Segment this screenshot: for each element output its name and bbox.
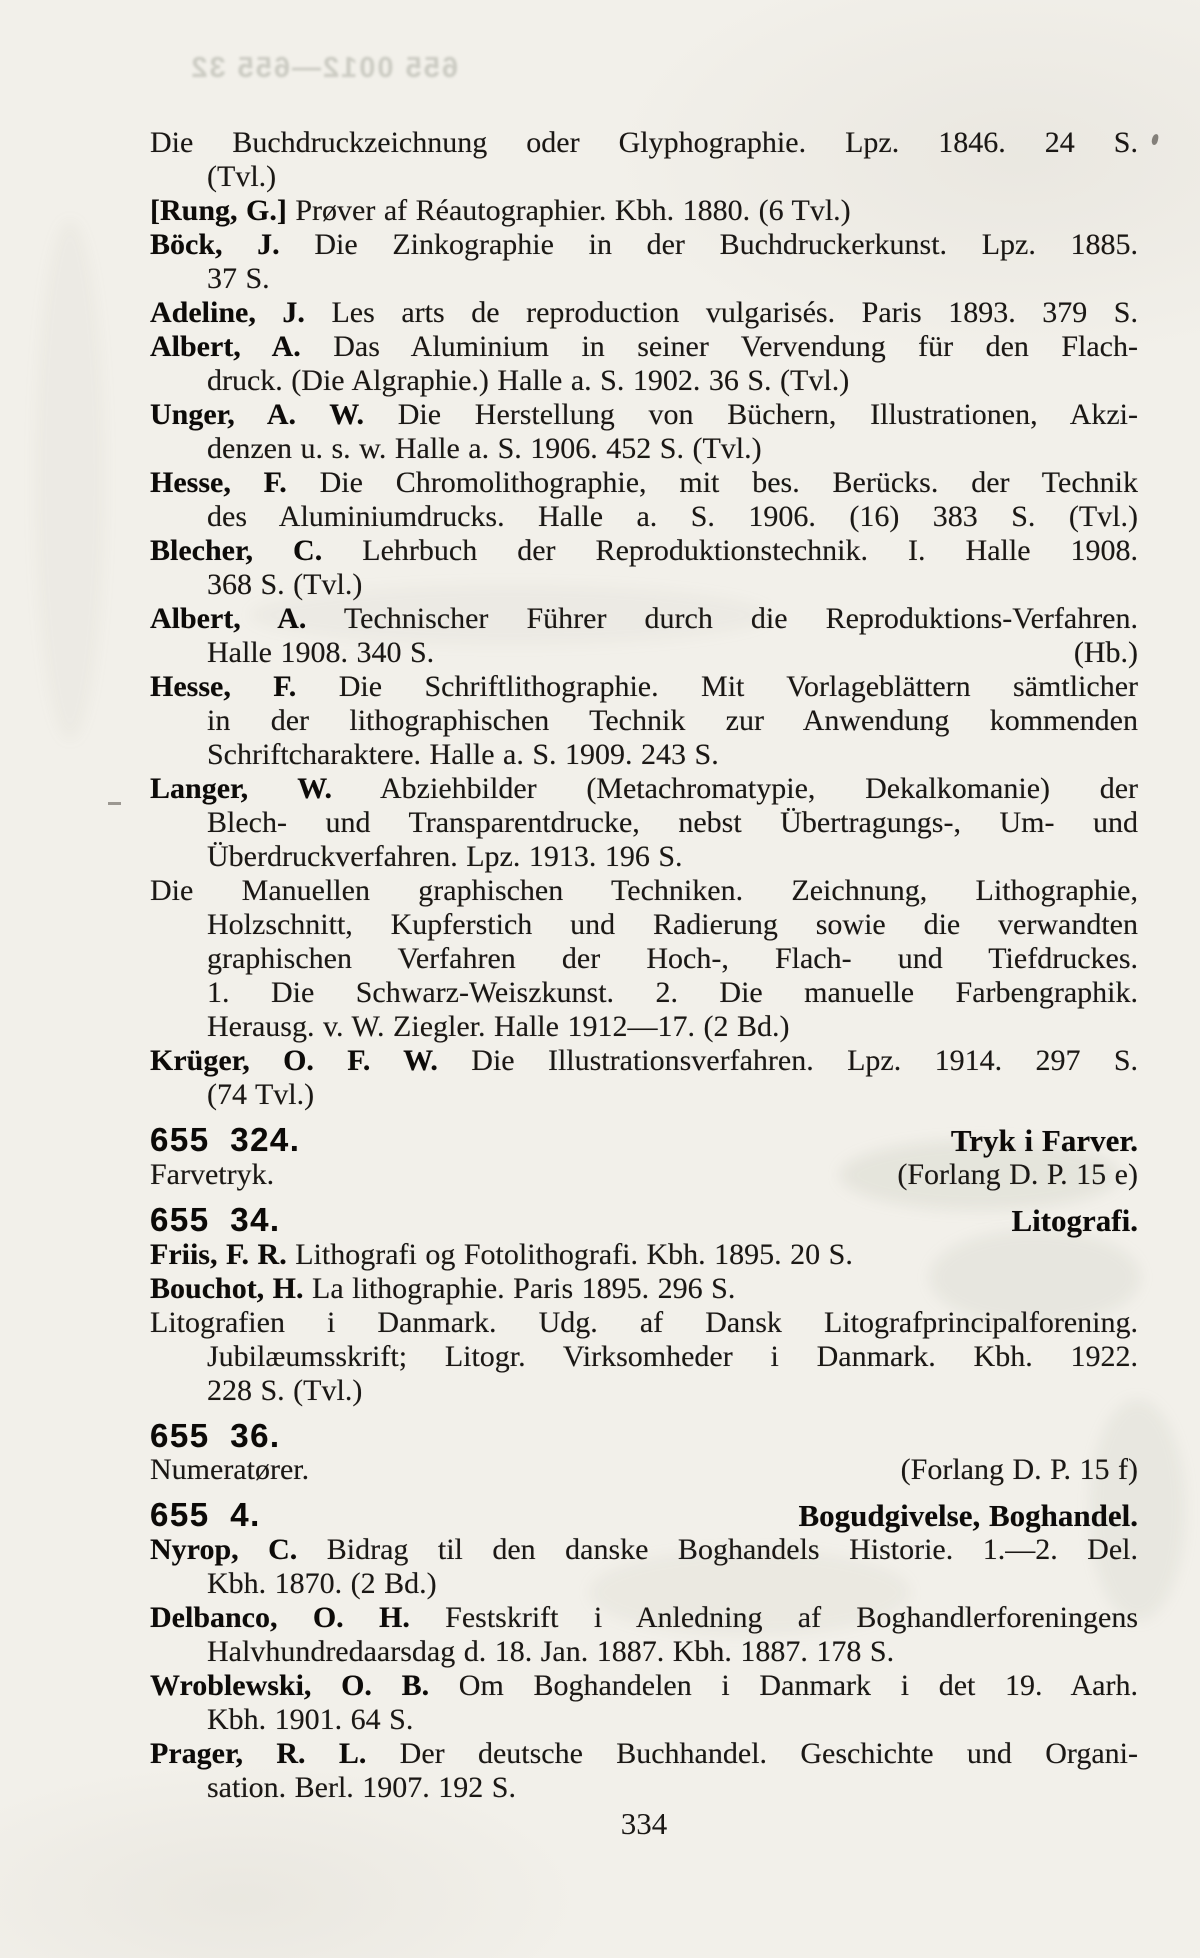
entry-line: Bouchot, H. La lithographie. Paris 1895. 296 S.	[150, 1272, 736, 1305]
entry-line: 1. Die Schwarz-Weiszkunst. 2. Die manuelle Farbengraphik.	[207, 976, 1138, 1009]
section-number: 655 4.	[150, 1496, 261, 1533]
section-heading	[150, 1123, 1138, 1158]
author-name: Albert, A.	[150, 602, 307, 635]
section-heading	[150, 1498, 1138, 1533]
entry-line: graphischen Verfahren der Hoch-, Flach- und Tiefdruckes.	[207, 942, 1138, 975]
author-name: Krüger, O. F. W.	[150, 1044, 438, 1077]
entry-line: druck. (Die Algraphie.) Halle a. S. 1902. 36 S. (Tvl.)	[207, 364, 850, 397]
entry-line: Halle 1908. 340 S. (Hb.)	[207, 636, 1138, 669]
entry-annotation: (Hb.)	[1073, 636, 1138, 669]
entry-line: Blech- und Transparentdrucke, nebst Übertragungs-, Um- und	[207, 806, 1138, 839]
entry-line: [Rung, G.] Prøver af Réautographier. Kbh. 1880. (6 Tvl.)	[150, 194, 851, 227]
entry-line: Hesse, F. Die Schriftlithographie. Mit Vorlageblättern sämtlicher	[150, 670, 1139, 703]
entry-line: Halvhundredaarsdag d. 18. Jan. 1887. Kbh. 1887. 178 S.	[207, 1635, 895, 1668]
entry-line: (Tvl.)	[207, 160, 277, 193]
author-name: Unger, A. W.	[150, 398, 364, 431]
classification-row	[150, 1453, 1138, 1487]
entry-line: Böck, J. Die Zinkographie in der Buchdruckerkunst. Lpz. 1885.	[150, 228, 1139, 261]
entry-line: Kbh. 1901. 64 S.	[207, 1703, 414, 1736]
entry-line: Unger, A. W. Die Herstellung von Büchern, Illustrationen, Akzi-	[150, 398, 1139, 431]
author-name: Böck, J.	[150, 228, 280, 261]
entry-line: 228 S. (Tvl.)	[207, 1374, 363, 1407]
entry-line: Herausg. v. W. Ziegler. Halle 1912—17. (2 Bd.)	[207, 1010, 790, 1043]
classification-reference: (Forlang D. P. 15 e)	[897, 1158, 1138, 1191]
entry-line: Die Manuellen graphischen Techniken. Zeichnung, Lithographie,	[150, 874, 1138, 907]
entry-line: Schriftcharaktere. Halle a. S. 1909. 243 S.	[207, 738, 719, 771]
page-number: 334	[620, 1806, 668, 1841]
entry-line: Blecher, C. Lehrbuch der Reproduktionstechnik. I. Halle 1908.	[150, 534, 1139, 567]
section-number: 655 324.	[150, 1121, 301, 1158]
author-name: Wroblewski, O. B.	[150, 1669, 430, 1702]
entry-line: Die Buchdruckzeichnung oder Glyphographie. Lpz. 1846. 24 S.	[150, 126, 1138, 159]
section-number: 655 34.	[150, 1201, 281, 1238]
entry-line: sation. Berl. 1907. 192 S.	[207, 1771, 516, 1804]
entry-line: Holzschnitt, Kupferstich und Radierung sowie die verwandten	[207, 908, 1138, 941]
entry-line: Langer, W. Abziehbilder (Metachromatypie, Dekalkomanie) der	[150, 772, 1138, 805]
section-title: Tryk i Farver.	[950, 1123, 1138, 1158]
ink-speck	[1151, 133, 1159, 145]
entry-line: Hesse, F. Die Chromolithographie, mit bes. Berücks. der Technik	[150, 466, 1139, 499]
entry-line: Albert, A. Das Aluminium in seiner Vervendung für den Flach-	[150, 330, 1138, 363]
entry-line: Krüger, O. F. W. Die Illustrationsverfahren. Lpz. 1914. 297 S.	[150, 1044, 1138, 1077]
entry-line: Prager, R. L. Der deutsche Buchhandel. Geschichte und Organi-	[150, 1737, 1139, 1770]
scan-artifact	[35, 220, 105, 740]
entry-line: Kbh. 1870. (2 Bd.)	[207, 1567, 437, 1600]
author-name: Bouchot, H.	[150, 1272, 304, 1305]
author-name: Delbanco, O. H.	[150, 1601, 410, 1634]
classification-label: Numeratører.	[150, 1453, 310, 1486]
entry-line: Delbanco, O. H. Festskrift i Anledning af Boghandlerforeningens	[150, 1601, 1139, 1634]
author-name: Langer, W.	[150, 772, 332, 805]
ink-speck	[108, 802, 121, 805]
author-name: Albert, A.	[150, 330, 301, 363]
entry-line: Friis, F. R. Lithografi og Fotolithografi. Kbh. 1895. 20 S.	[150, 1238, 853, 1271]
bibliography-text-block	[150, 126, 1138, 1805]
author-name: Hesse, F.	[150, 466, 287, 499]
author-name: Blecher, C.	[150, 534, 323, 567]
entry-line: 37 S.	[207, 262, 270, 295]
author-name: Prager, R. L.	[150, 1737, 367, 1770]
section-heading	[150, 1419, 1138, 1453]
entry-line: in der lithographischen Technik zur Anwendung kommenden	[207, 704, 1138, 737]
entry-line: Albert, A. Technischer Führer durch die Reproduktions-Verfahren.	[150, 602, 1138, 635]
author-name: [Rung, G.]	[150, 194, 287, 227]
section-heading	[150, 1203, 1138, 1238]
author-name: Hesse, F.	[150, 670, 297, 703]
entry-line: Jubilæumsskrift; Litogr. Virksomheder i Danmark. Kbh. 1922.	[207, 1340, 1138, 1373]
entry-line: 368 S. (Tvl.)	[207, 568, 363, 601]
classification-label: Farvetryk.	[150, 1158, 275, 1191]
classification-reference: (Forlang D. P. 15 f)	[900, 1453, 1138, 1486]
entry-line: Wroblewski, O. B. Om Boghandelen i Danmark i det 19. Aarh.	[150, 1669, 1138, 1702]
entry-line: denzen u. s. w. Halle a. S. 1906. 452 S. (Tvl.)	[207, 432, 762, 465]
section-title: Bogudgivelse, Boghandel.	[798, 1498, 1138, 1533]
author-name: Nyrop, C.	[150, 1533, 298, 1566]
entry-line: des Aluminiumdrucks. Halle a. S. 1906. (16) 383 S. (Tvl.)	[207, 500, 1138, 533]
classification-row	[150, 1158, 1138, 1192]
entry-line: Litografien i Danmark. Udg. af Dansk Litografprincipalforening.	[150, 1306, 1138, 1339]
section-title: Litografi.	[1011, 1203, 1138, 1238]
author-name: Friis, F. R.	[150, 1238, 287, 1271]
author-name: Adeline, J.	[150, 296, 305, 329]
entry-line: (74 Tvl.)	[207, 1078, 315, 1111]
bleed-through-text: 655 0012—655 32	[189, 52, 458, 84]
entry-line: Nyrop, C. Bidrag til den danske Boghandels Historie. 1.—2. Del.	[150, 1533, 1138, 1566]
section-number: 655 36.	[150, 1417, 281, 1454]
entry-line: Adeline, J. Les arts de reproduction vulgarisés. Paris 1893. 379 S.	[150, 296, 1138, 329]
entry-line: Überdruckverfahren. Lpz. 1913. 196 S.	[207, 840, 683, 873]
